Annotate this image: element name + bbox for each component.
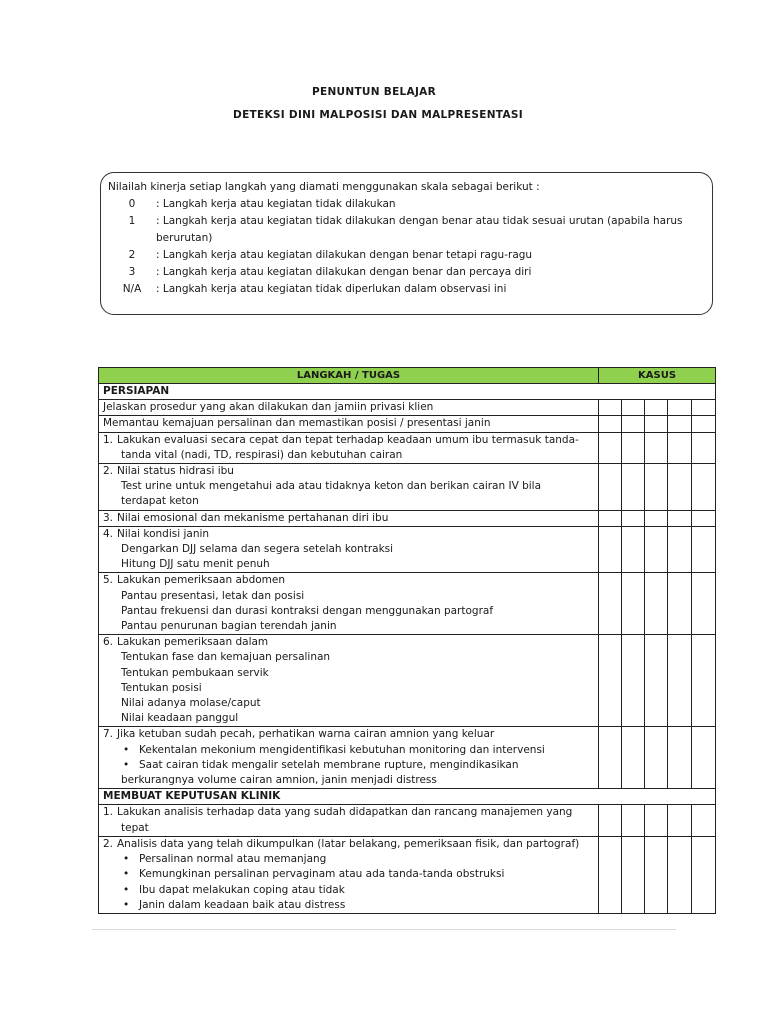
step-line: Nilai adanya molase/caput — [121, 697, 261, 710]
bullet-icon: • — [123, 743, 130, 756]
case-cell[interactable] — [668, 416, 692, 432]
case-cell[interactable] — [622, 464, 645, 511]
step-number: 5. — [103, 574, 114, 587]
step-number: 2. — [103, 465, 114, 478]
scale-code: 2 — [128, 249, 136, 261]
case-cell[interactable] — [668, 400, 692, 416]
case-cell[interactable] — [645, 805, 668, 836]
case-cell[interactable] — [645, 573, 668, 635]
case-cell[interactable] — [645, 400, 668, 416]
step-number: 6. — [103, 636, 114, 649]
step-line: terdapat keton — [121, 495, 199, 508]
case-cell[interactable] — [645, 432, 668, 463]
case-cell[interactable] — [622, 573, 645, 635]
table-row — [99, 464, 716, 511]
case-cell[interactable] — [599, 432, 622, 463]
scale-code: 1 — [128, 215, 136, 227]
step-number: 4. — [103, 527, 114, 540]
scale-desc: : Langkah kerja atau kegiatan dilakukan dengan benar dan percaya diri — [156, 266, 532, 278]
step-line: tepat — [121, 821, 149, 834]
scale-desc: : Langkah kerja atau kegiatan tidak dilakukan — [156, 198, 396, 210]
case-cell[interactable] — [599, 510, 622, 526]
bullet-icon: • — [123, 868, 130, 881]
step-text — [99, 432, 599, 463]
case-cell[interactable] — [668, 464, 692, 511]
case-cell[interactable] — [668, 526, 692, 573]
case-cell[interactable] — [692, 510, 716, 526]
table-row — [99, 727, 716, 789]
case-cell[interactable] — [692, 416, 716, 432]
case-cell[interactable] — [599, 635, 622, 727]
step-line: Nilai keadaan panggul — [121, 712, 239, 725]
case-cell[interactable] — [622, 727, 645, 789]
bullet-item — [103, 758, 594, 773]
case-cell[interactable] — [645, 526, 668, 573]
bullet-text: Janin dalam keadaan baik atau distress — [139, 898, 346, 911]
table-row — [99, 836, 716, 913]
case-cell[interactable] — [692, 400, 716, 416]
table-row — [99, 416, 716, 432]
step-line: Pantau penurunan bagian terendah janin — [121, 620, 337, 633]
case-cell[interactable] — [668, 635, 692, 727]
scale-desc-cont: berurutan) — [156, 232, 213, 244]
step-text — [99, 510, 599, 526]
step-line: Pantau presentasi, letak dan posisi — [121, 589, 305, 602]
table-row — [99, 526, 716, 573]
case-cell[interactable] — [645, 416, 668, 432]
step-text: Jelaskan prosedur yang akan dilakukan dan jamiin privasi klien — [99, 400, 599, 416]
case-cell[interactable] — [599, 836, 622, 913]
bullet-item — [103, 743, 594, 758]
scale-item — [108, 247, 704, 264]
step-line: Nilai kondisi janin — [117, 527, 210, 540]
scale-item — [108, 264, 704, 281]
bullet-icon: • — [123, 883, 130, 896]
case-cell[interactable] — [692, 526, 716, 573]
case-cell[interactable] — [622, 510, 645, 526]
step-number: 3. — [103, 511, 114, 524]
case-cell[interactable] — [668, 573, 692, 635]
scale-code: N/A — [122, 283, 142, 295]
case-cell[interactable] — [668, 805, 692, 836]
scale-intro: Nilailah kinerja setiap langkah yang diamati menggunakan skala sebagai berikut : — [108, 181, 540, 193]
bullet-icon: • — [123, 853, 130, 866]
bullet-text: Ibu dapat melakukan coping atau tidak — [139, 883, 345, 896]
step-line: Test urine untuk mengetahui ada atau tidaknya keton dan berikan cairan IV bila — [121, 480, 542, 493]
step-line: Lakukan pemeriksaan dalam — [117, 636, 269, 649]
title-line-2: DETEKSI DINI MALPOSISI DAN MALPRESENTASI — [233, 109, 523, 121]
header-case: KASUS — [599, 368, 716, 384]
document-titles — [0, 86, 768, 121]
table-row — [99, 635, 716, 727]
step-line: Pantau frekuensi dan durasi kontraksi dengan menggunakan partograf — [121, 604, 494, 617]
step-line: Jika ketuban sudah pecah, perhatikan warna cairan amnion yang keluar — [117, 728, 495, 741]
section-row — [99, 384, 716, 400]
step-line: tanda vital (nadi, TD, respirasi) dan kebutuhan cairan — [121, 448, 403, 461]
bullet-icon: • — [123, 898, 130, 911]
scale-desc: : Langkah kerja atau kegiatan dilakukan dengan benar tetapi ragu-ragu — [156, 249, 533, 261]
bullet-text: Persalinan normal atau memanjang — [139, 853, 327, 866]
step-number: 1. — [103, 433, 114, 446]
case-cell[interactable] — [692, 727, 716, 789]
case-cell[interactable] — [622, 635, 645, 727]
case-cell[interactable] — [599, 573, 622, 635]
case-cell[interactable] — [599, 727, 622, 789]
scale-item — [108, 281, 704, 298]
case-cell[interactable] — [622, 526, 645, 573]
scale-code: 0 — [128, 198, 136, 210]
bullet-text: Kemungkinan persalinan pervaginam atau ada tanda-tanda obstruksi — [139, 868, 505, 881]
bullet-text: Saat cairan tidak mengalir setelah membrane rupture, mengindikasikan — [139, 758, 519, 771]
section-clinical-decision: MEMBUAT KEPUTUSAN KLINIK — [99, 789, 716, 805]
case-cell[interactable] — [645, 464, 668, 511]
case-cell[interactable] — [668, 836, 692, 913]
bullet-text: Kekentalan mekonium mengidentifikasi kebutuhan monitoring dan intervensi — [139, 743, 545, 756]
step-line: Tentukan pembukaan servik — [121, 666, 269, 679]
step-text — [99, 526, 599, 573]
case-cell[interactable] — [645, 727, 668, 789]
checklist-table — [98, 367, 716, 914]
bullet-cont: berkurangnya volume cairan amnion, janin menjadi distress — [121, 774, 437, 787]
bullet-item — [103, 883, 594, 898]
case-cell[interactable] — [599, 400, 622, 416]
section-row — [99, 789, 716, 805]
title-line-1: PENUNTUN BELAJAR — [311, 86, 436, 98]
table-row — [99, 400, 716, 416]
bullet-item — [103, 898, 594, 913]
scale-code: 3 — [128, 266, 136, 278]
step-line: Nilai emosional dan mekanisme pertahanan diri ibu — [117, 511, 389, 524]
step-text: Memantau kemajuan persalinan dan memastikan posisi / presentasi janin — [99, 416, 599, 432]
case-cell[interactable] — [692, 635, 716, 727]
step-line: Tentukan fase dan kemajuan persalinan — [121, 651, 331, 664]
case-cell[interactable] — [622, 432, 645, 463]
step-text — [99, 635, 599, 727]
step-number: 2. — [103, 837, 114, 850]
bullet-icon: • — [123, 758, 130, 771]
step-line: Nilai status hidrasi ibu — [117, 465, 234, 478]
rating-scale-box — [100, 172, 713, 315]
case-cell[interactable] — [692, 573, 716, 635]
step-line: Hitung DJJ satu menit penuh — [121, 558, 270, 571]
step-text — [99, 727, 599, 789]
step-text — [99, 573, 599, 635]
case-cell[interactable] — [622, 805, 645, 836]
case-cell[interactable] — [692, 836, 716, 913]
case-cell[interactable] — [692, 432, 716, 463]
case-cell[interactable] — [645, 836, 668, 913]
section-preparation: PERSIAPAN — [99, 384, 716, 400]
table-row — [99, 573, 716, 635]
table-row — [99, 432, 716, 463]
step-number: 7. — [103, 728, 114, 741]
step-number: 1. — [103, 806, 114, 819]
case-cell[interactable] — [599, 805, 622, 836]
header-step: LANGKAH / TUGAS — [99, 368, 599, 384]
case-cell[interactable] — [645, 510, 668, 526]
table-header-row — [99, 368, 716, 384]
case-cell[interactable] — [622, 836, 645, 913]
case-cell[interactable] — [622, 400, 645, 416]
case-cell[interactable] — [668, 510, 692, 526]
bullet-item — [103, 852, 594, 867]
case-cell[interactable] — [668, 432, 692, 463]
case-cell[interactable] — [668, 727, 692, 789]
case-cell[interactable] — [599, 464, 622, 511]
step-line: Lakukan analisis terhadap data yang sudah didapatkan dan rancang manajemen yang — [117, 806, 573, 819]
step-text — [99, 836, 599, 913]
case-cell[interactable] — [622, 416, 645, 432]
table-row — [99, 805, 716, 836]
page-divider — [92, 929, 676, 930]
table-row — [99, 510, 716, 526]
case-cell[interactable] — [692, 464, 716, 511]
step-text — [99, 805, 599, 836]
case-cell[interactable] — [645, 635, 668, 727]
case-cell[interactable] — [692, 805, 716, 836]
scale-desc: : Langkah kerja atau kegiatan tidak diperlukan dalam observasi ini — [156, 283, 507, 295]
case-cell[interactable] — [599, 526, 622, 573]
step-line: Dengarkan DJJ selama dan segera setelah kontraksi — [121, 543, 394, 556]
step-line: Lakukan evaluasi secara cepat dan tepat terhadap keadaan umum ibu termasuk tanda- — [117, 433, 579, 446]
step-text — [99, 464, 599, 511]
step-line: Lakukan pemeriksaan abdomen — [117, 574, 286, 587]
scale-item — [108, 213, 704, 247]
scale-desc-text: : Langkah kerja atau kegiatan tidak dilakukan dengan benar atau tidak sesuai urutan (apabila harus — [156, 215, 683, 227]
scale-item — [108, 196, 704, 213]
case-cell[interactable] — [599, 416, 622, 432]
bullet-item — [103, 867, 594, 882]
step-line: Tentukan posisi — [121, 681, 202, 694]
scale-desc — [156, 213, 704, 247]
step-line: Analisis data yang telah dikumpulkan (latar belakang, pemeriksaan fisik, dan partograf) — [117, 837, 580, 850]
